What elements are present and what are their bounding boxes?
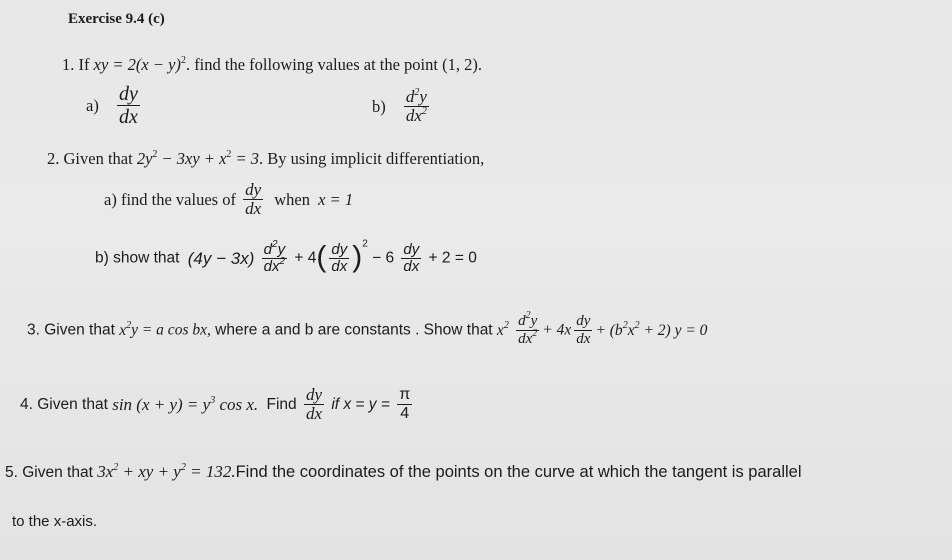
q4-text-before: 4. Given that [20, 395, 113, 413]
q1-a-fraction [117, 84, 140, 128]
q2-b-frac-1-den [262, 255, 287, 276]
q3-paren-end: + 2) y = 0 [639, 321, 708, 339]
q3-frac-2-num: dy [576, 313, 591, 329]
q4-eq-end: cos x. [215, 394, 259, 414]
q2-b-end: + 2 = 0 [428, 249, 477, 267]
q1-b-fraction [404, 88, 429, 126]
q2-b-frac-3-num: dy [403, 241, 420, 258]
q4-pi-frac [397, 387, 412, 422]
q1-b-num [404, 88, 429, 107]
q3-x-term: $x^2$ [496, 319, 509, 339]
q3-dx: dx [518, 330, 533, 347]
q3-x: $x^2$ [119, 319, 132, 339]
q2-b-rparen: ) [352, 240, 363, 274]
q2-b-lhs: (4y − 3x) [187, 248, 255, 268]
q1-b-y: y [419, 87, 427, 106]
q2-b-frac-2-den: dx [331, 257, 348, 275]
q2-b-paren-exp: 2 [362, 238, 368, 250]
q2-number: 2. [47, 149, 60, 168]
q2-eq-c: = 3 [231, 149, 260, 168]
q2-b-d-exp: 2 [272, 239, 278, 250]
q1-a-den: dx [118, 106, 138, 128]
q3-eq: y = a cos bx, [131, 321, 211, 339]
q2-b-lparen: ( [316, 240, 327, 274]
q3-frac-2-den: dx [576, 330, 591, 347]
q4-find: Find [266, 395, 297, 413]
q2-b-frac-3 [401, 242, 421, 275]
q3-frac-1-den [516, 327, 539, 348]
q5-eq-b: + xy + y [118, 462, 181, 481]
q1-text-before: If [78, 55, 94, 74]
q1-part-b [372, 88, 432, 126]
q2-a-den: dx [245, 198, 262, 218]
q2-a-num: dy [245, 180, 262, 199]
q3-dx-exp: 2 [532, 327, 538, 339]
q1-b-d: d [405, 87, 415, 106]
q4-frac-num: dy [305, 385, 322, 404]
q5-text-before: 5. Given that [5, 464, 98, 481]
q2-exp-2: 2 [226, 149, 232, 160]
q2-b-dx-exp: 2 [279, 255, 286, 267]
q2-eq-a: 2y [136, 149, 153, 168]
q3-y: y [530, 313, 538, 329]
q1-b-dx: dx [405, 105, 422, 125]
q1-b-den [404, 107, 429, 126]
q2-b-frac-1 [262, 239, 287, 275]
q2-a-cond: x = 1 [318, 189, 354, 209]
q3-d-exp: 2 [525, 310, 531, 321]
q1-a-num: dy [118, 83, 138, 105]
q2-b-d: d [263, 241, 273, 258]
q2-b-plus4: + 4 [294, 249, 317, 267]
q3-paren-x: x [627, 321, 635, 339]
q2-eq-b: − 3xy + x [157, 149, 227, 168]
q2-a-label: a) find the values of [104, 189, 236, 209]
q3-x-var: x [496, 321, 504, 339]
q3-frac-1 [516, 310, 539, 347]
q2-text-before: Given that [63, 149, 137, 168]
q2-b-frac-2 [329, 242, 349, 275]
q2-b-frac-3-den: dx [403, 257, 420, 275]
q2-a-fraction [243, 181, 263, 219]
q2-b-frac-2-num: dy [331, 241, 348, 258]
q1-b-d-exp: 2 [414, 87, 420, 98]
q2-b-minus6: − 6 [372, 249, 395, 267]
q3-plus-paren: + $(b^2x^2 + 2) y = 0$ [595, 319, 708, 339]
q4-four: 4 [400, 404, 410, 422]
q1-a-label: a) [86, 96, 99, 115]
q2-part-b [95, 238, 477, 275]
q5-text-after: Find the coordinates of the points on the curve at which the tangent is parallel [235, 463, 802, 481]
q3-paren-open: + (b [595, 321, 623, 339]
q4-eq: $\sin (x + y) = y^3$ cos x. [112, 394, 259, 414]
question-1 [62, 55, 482, 75]
q2-b-label: b) show that [95, 249, 180, 267]
q2-part-a [104, 181, 353, 219]
q1-part-a [86, 84, 143, 128]
q1-b-label: b) [372, 96, 386, 116]
q2-exp-1: 2 [152, 149, 158, 160]
q4-pi: π [399, 386, 411, 404]
q4-frac [304, 386, 324, 424]
q4-eq-main: sin (x + y) = y [112, 394, 211, 414]
q1-exp: 2 [180, 55, 186, 66]
q3-d: d [518, 313, 526, 329]
q1-b-dx-exp: 2 [421, 105, 427, 117]
q2-a-when: when [274, 189, 310, 209]
question-2 [47, 149, 484, 169]
q4-frac-den: dx [305, 403, 322, 423]
q3-text-before: 3. Given that [27, 321, 120, 339]
q5-eq: $3x^2$ + xy + $y^2 = 132$. [97, 462, 236, 481]
q3-frac-2 [574, 314, 592, 347]
q5-eq-a: 3x [97, 462, 114, 481]
q5-eq-c: = 132. [185, 462, 236, 481]
q4-cond: if x = y = [331, 395, 390, 413]
q1-number: 1. [62, 55, 75, 74]
q2-b-y: y [277, 241, 286, 258]
question-5 [5, 462, 802, 482]
q1-equation: xy = 2(x − y) [93, 55, 181, 74]
q2-text-after: . By using implicit differentiation, [259, 149, 485, 168]
q1-text-after: . find the following values at the point (1, 2). [185, 55, 482, 74]
q3-text-mid: where a and b are constants . Show that [210, 321, 497, 339]
question-3 [27, 310, 708, 347]
q2-b-dx: dx [263, 257, 280, 275]
page-title: Exercise 9.4 (c) [68, 11, 165, 27]
q3-plus4x: + 4x [542, 321, 572, 339]
question-4 [20, 386, 415, 424]
q5-continuation: to the x-axis. [12, 513, 98, 530]
